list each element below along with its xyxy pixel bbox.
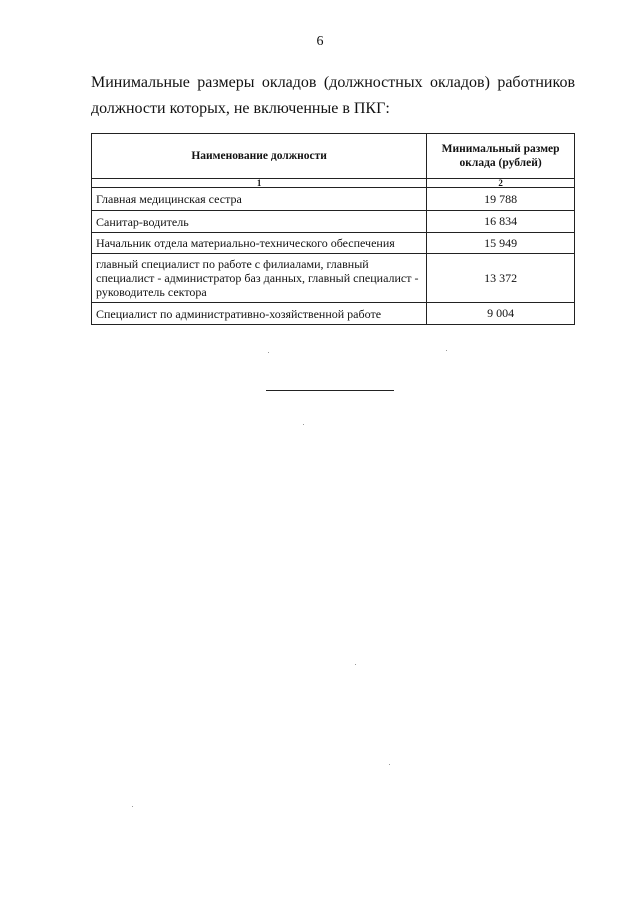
salary-value: 13 372 <box>427 254 575 303</box>
position-name: Санитар-водитель <box>92 211 427 233</box>
table-row <box>92 211 575 233</box>
intro-line-2: должности которых, не включенные в ПКГ: <box>91 100 390 117</box>
page-number: 6 <box>316 34 324 49</box>
position-name: главный специалист по работе с филиалами, главный специалист - администратор баз данных, главный специалист - руководитель сектора <box>92 254 427 303</box>
column-number-2: 2 <box>427 179 575 188</box>
salary-value: 9 004 <box>427 303 575 325</box>
table-row <box>92 188 575 211</box>
salary-value: 16 834 <box>427 211 575 233</box>
position-name: Специалист по административно-хозяйственной работе <box>92 303 427 325</box>
scan-speck <box>303 424 304 425</box>
table-row <box>92 254 575 303</box>
scan-speck <box>446 350 447 351</box>
salary-table <box>91 133 575 325</box>
column-number-1: 1 <box>92 179 427 188</box>
table-row <box>92 233 575 254</box>
intro-paragraph <box>91 70 575 122</box>
scan-speck <box>132 806 133 807</box>
table-header-row <box>92 134 575 179</box>
scan-speck <box>389 764 390 765</box>
scan-speck <box>355 664 356 665</box>
intro-line-1: Минимальные размеры окладов (должностных окладов) работников <box>91 74 575 91</box>
position-name: Начальник отдела материально-технического обеспечения <box>92 233 427 254</box>
scan-speck <box>268 352 269 353</box>
table-row <box>92 303 575 325</box>
salary-value: 19 788 <box>427 188 575 211</box>
column-number-row <box>92 179 575 188</box>
header-min-salary: Минимальный размер оклада (рублей) <box>427 134 575 179</box>
closing-rule <box>266 390 394 391</box>
header-position-name: Наименование должности <box>92 134 427 179</box>
salary-value: 15 949 <box>427 233 575 254</box>
position-name: Главная медицинская сестра <box>92 188 427 211</box>
